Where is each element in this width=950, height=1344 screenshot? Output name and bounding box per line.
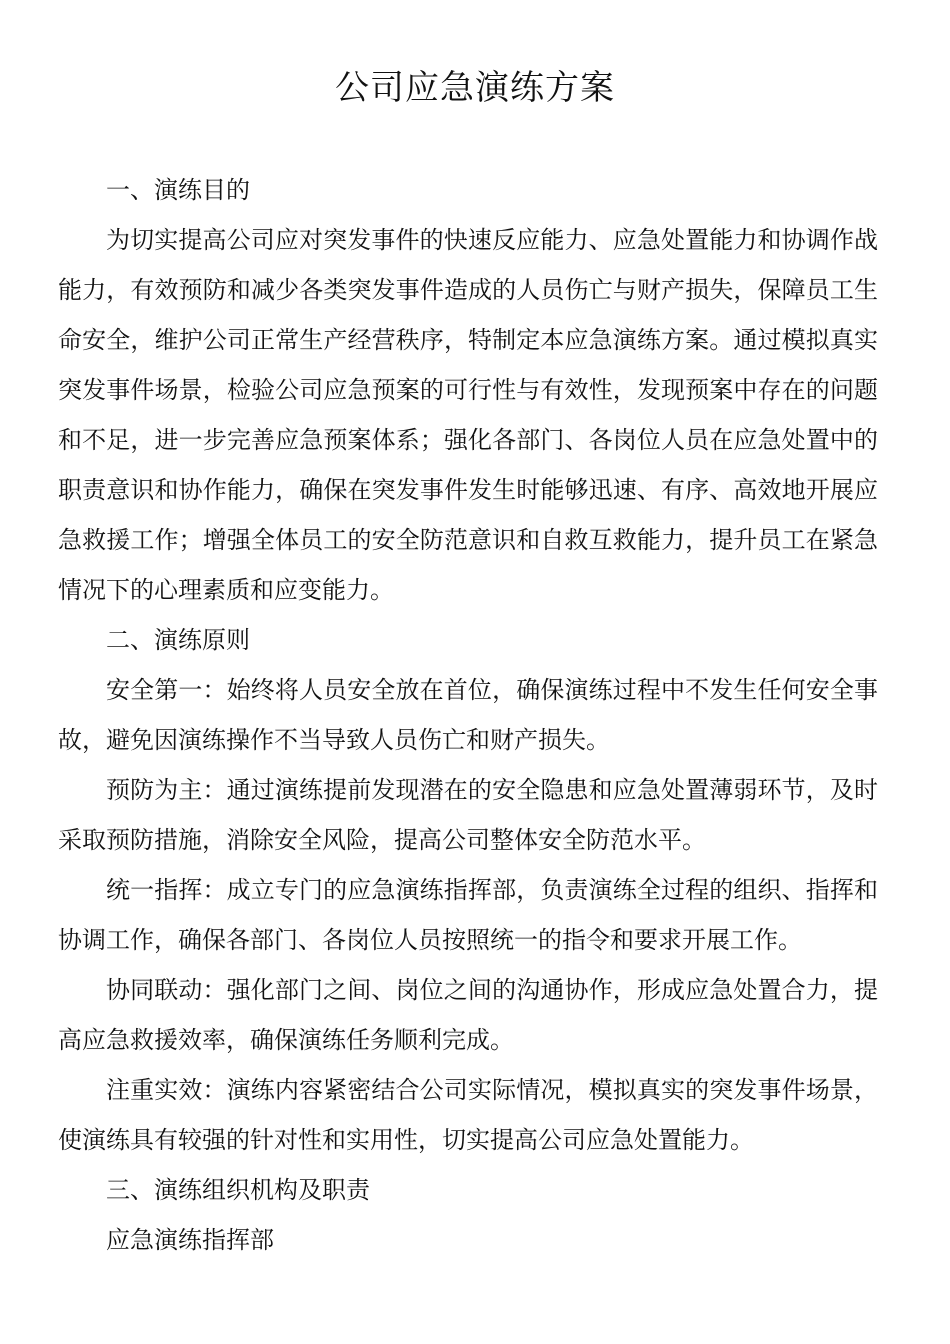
paragraph-safety-first: 安全第一：始终将人员安全放在首位，确保演练过程中不发生任何安全事故，避免因演练操作不当导致人员伤亡和财产损失。: [58, 676, 878, 754]
subheading-command-center: 应急演练指挥部: [106, 1226, 274, 1254]
paragraph-purpose: 为切实提高公司应对突发事件的快速反应能力、应急处置能力和协调作战能力，有效预防和减少各类突发事件造成的人员伤亡与财产损失，保障员工生命安全，维护公司正常生产经营秩序，特制定本应急演练方案。通过模拟真实突发事件场景，检验公司应急预案的可行性与有效性，发现预案中存在的问题和不足，进一步完善应急预案体系；强化各部门、各岗位人员在应急处置中的职责意识和协作能力，确保在突发事件发生时能够迅速、有序、高效地开展应急救援工作；增强全体员工的安全防范意识和自救互救能力，提升员工在紧急情况下的心理素质和应变能力。: [58, 226, 878, 604]
section-heading-organization: 三、演练组织机构及职责: [106, 1176, 370, 1204]
paragraph-coordination: 协同联动：强化部门之间、岗位之间的沟通协作，形成应急处置合力，提高应急救援效率，确保演练任务顺利完成。: [58, 976, 878, 1054]
section-heading-purpose: 一、演练目的: [106, 176, 250, 204]
document-body: [58, 165, 878, 1265]
paragraph-prevention: 预防为主：通过演练提前发现潜在的安全隐患和应急处置薄弱环节，及时采取预防措施，消除安全风险，提高公司整体安全防范水平。: [58, 776, 878, 854]
paragraph-effectiveness: 注重实效：演练内容紧密结合公司实际情况，模拟真实的突发事件场景，使演练具有较强的针对性和实用性，切实提高公司应急处置能力。: [58, 1076, 878, 1154]
document-title: 公司应急演练方案: [335, 68, 615, 108]
paragraph-unified-command: 统一指挥：成立专门的应急演练指挥部，负责演练全过程的组织、指挥和协调工作，确保各部门、各岗位人员按照统一的指令和要求开展工作。: [58, 876, 878, 954]
section-heading-principles: 二、演练原则: [106, 626, 250, 654]
